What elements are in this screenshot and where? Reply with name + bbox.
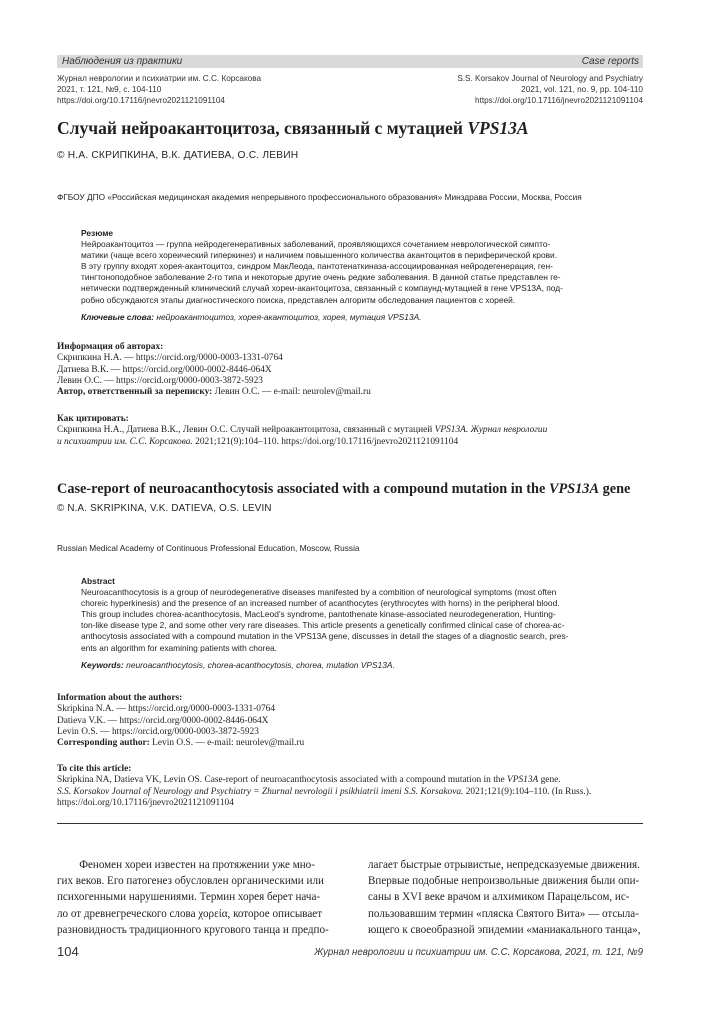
corresponding-value-en: Levin O.S. — e-mail: neurolev@mail.ru [149,738,305,749]
cite-line-ru [57,425,643,436]
body-line: лагает быстрые отрывистые, непредсказуемые движения. [368,859,640,871]
journal-meta-ru [57,73,357,106]
authors-info-heading-en: Information about the authors: [57,693,183,703]
body-column-left [57,857,332,938]
abstract-ru [81,228,601,323]
cite-ru [57,414,643,448]
cite-en-pages: 2021;121(9):104–110. (In Russ.). [463,786,592,797]
body-column-right [368,857,643,938]
abstract-heading-en: Abstract [81,576,115,586]
cite-en [57,764,643,809]
corresponding-en [57,738,643,749]
section-label-en: Case reports [581,56,639,67]
abstract-en [81,576,601,671]
affiliation-en: Russian Medical Academy of Continuous Professional Education, Moscow, Russia [57,543,360,553]
corresponding-value-ru: Левин О.С. — e-mail: neurolev@mail.ru [212,387,371,398]
author-orcid-en: Skripkina N.A. — https://orcid.org/0000-0003-1331-0764 [57,704,276,715]
body-line: Феномен хореи известен на протяжении уже мно- [57,859,315,871]
authors-ru: © Н.А. СКРИПКИНА, В.К. ДАТИЕВА, О.С. ЛЕВИН [57,150,299,161]
cite-line-en [57,787,643,798]
author-orcid-ru: Скрипкина Н.А. — https://orcid.org/0000-0003-1331-0764 [57,353,283,364]
cite-line-en [57,775,643,786]
body-line: пользовавшим термин «пляска Святого Вита» — отсыла- [368,907,639,920]
author-orcid-en: Levin O.S. — https://orcid.org/0000-0003-3872-5923 [57,726,259,737]
abstract-heading-ru: Резюме [81,228,114,238]
article-title-ru [57,117,657,139]
title-en-gene: VPS13A [548,481,599,497]
abstract-en-line: ents an algorithm for examining patients with chorea. [81,642,277,653]
title-ru-text: Случай нейроакантоцитоза, связанный с мутацией [57,118,468,138]
title-en-tail: gene [599,481,631,497]
article-title-en [57,480,657,498]
abstract-ru-line: В эту группу входят хорея-акантоцитоз, синдром МакЛеода, пантотенаткиназа-ассоциированная нейродегенерация, ген- [81,261,553,272]
section-header-bar [57,55,643,68]
title-ru-gene: VPS13A [467,118,529,138]
doi-link-ru[interactable]: https://doi.org/10.17116/jnevro2021121091104 [57,96,225,105]
footer-journal: Журнал неврологии и психиатрии им. С.С. Корсакова, 2021, т. 121, №9 [314,947,643,958]
body-line: гих веков. Его патогенез обусловлен органическими или [57,875,324,888]
journal-meta-en [343,73,643,106]
journal-name-en: S.S. Korsakov Journal of Neurology and Psychiatry [457,74,643,83]
abstract-ru-line: тингтоноподобное заболевание 2-го типа и некоторые другие очень редкие заболевания. В данной статье представлен ге- [81,272,561,283]
section-label-ru: Наблюдения из практики [62,56,183,67]
cite-line-ru [57,437,643,448]
cite-en-doi[interactable]: https://doi.org/10.17116/jnevro2021121091104 [57,797,234,808]
cite-ru-journal-cont: и психиатрии им. С.С. Корсакова. [57,436,193,447]
keywords-ru [81,312,601,323]
author-orcid-en: Datieva V.K. — https://orcid.org/0000-0002-8446-064X [57,715,269,726]
abstract-ru-line: нетически подтвержденный клинический случай хореи-акантоцитоза, связанный с компаунд-мутацией в гене VPS13A, под- [81,283,563,294]
authors-info-heading-ru: Информация об авторах: [57,342,164,352]
cite-ru-journal: VPS13A. Журнал неврологии [434,425,548,436]
authors-info-en [57,693,643,749]
author-orcid-ru: Левин О.С. — https://orcid.org/0000-0003-3872-5923 [57,375,263,386]
body-line: ющего к своеобразной эпидемии «маниакального танца», [368,923,641,936]
cite-heading-en: To cite this article: [57,764,132,774]
keywords-list-en: neuroacanthocytosis, chorea-acanthocytosis, chorea, mutation VPS13A. [123,659,395,670]
cite-ru-text: Скрипкина Н.А., Датиева В.К., Левин О.С. Случай нейроакантоцитоза, связанный с мутацией [57,425,435,436]
journal-issue-en: 2021, vol. 121, no. 9, pp. 104-110 [521,85,643,94]
corresponding-label-ru: Автор, ответственный за переписку: [57,387,213,398]
body-line: психогенными нарушениями. Термин хорея берет нача- [57,891,321,904]
abstract-en-line: ton-like disease type 2, and some other very rare diseases. This article presents a genetically confirmed clinical case of chorea-ac- [81,620,565,631]
abstract-en-line: Neuroacanthocytosis is a group of neurodegenerative diseases manifested by a combition of neurological symptoms (most often [81,587,557,598]
abstract-en-line: This group includes chorea-acanthocytosis, MacLeod’s syndrome, pantothenate kinase-associated neurodegeneration, Hunting- [81,609,556,620]
authors-info-ru [57,342,643,398]
abstract-ru-line: робно обсуждаются этапы диагностического поиска, представлен алгоритм обследования пациентов с хореей. [81,294,516,305]
body-line: саны в XVI веке врачом и алхимиком Парацельсом, ис- [368,891,630,904]
affiliation-ru: ФГБОУ ДПО «Российская медицинская академия непрерывного профессионального образования» Минздрава России, Москва, Россия [57,192,582,202]
page-number: 104 [57,944,79,959]
body-line: Впервые подобные непроизвольные движения были опи- [368,875,640,888]
doi-link-en[interactable]: https://doi.org/10.17116/jnevro2021121091104 [475,96,643,105]
cite-heading-ru: Как цитировать: [57,414,129,424]
abstract-ru-line: Нейроакантоцитоз — группа нейродегенеративных заболеваний, проявляющихся сочетанием неврологической симпто- [81,239,551,250]
cite-en-journal: S.S. Korsakov Journal of Neurology and Psychiatry = Zhurnal nevrologii i psikhiatrii imeni S.S. Korsakova. [57,786,464,797]
corresponding-label-en: Corresponding author: [57,738,150,749]
keywords-en [81,660,601,671]
keywords-label-ru: Ключевые слова: [81,311,155,322]
keywords-list-ru: нейроакантоцитоз, хорея-акантоцитоз, хорея, мутация VPS13A. [154,311,422,322]
abstract-ru-line: матики (чаще всего хореический гиперкинез) и наличием повышенного количества акантоцитов в периферической крови. [81,250,558,261]
cite-en-gene: VPS13A [507,775,539,786]
journal-issue-ru: 2021, т. 121, №9, с. 104-110 [57,85,162,94]
author-orcid-ru: Датиева В.К. — https://orcid.org/0000-0002-8446-064X [57,364,272,375]
authors-en: © N.A. SKRIPKINA, V.K. DATIEVA, O.S. LEVIN [57,503,272,514]
cite-en-text: Skripkina NA, Datieva VK, Levin OS. Case-report of neuroacanthocytosis associated with a compound mutation in the [57,775,507,786]
cite-en-tail: gene. [538,775,561,786]
section-divider [57,823,643,824]
abstract-en-line: choreic hyperkinesis) and the presence of an increased number of acanthocytes (erythrocytes with horns) in the peripheral blood. [81,598,560,609]
corresponding-ru [57,387,643,398]
journal-name-ru: Журнал неврологии и психиатрии им. С.С. Корсакова [57,74,262,83]
cite-ru-doi: 2021;121(9):104–110. https://doi.org/10.17116/jnevro2021121091104 [192,436,459,447]
body-line: разновидность традиционного кругового танца и предпо- [57,923,329,936]
keywords-label-en: Keywords: [81,659,124,670]
body-line: ло от древнегреческого слова χορεία, которое описывает [57,907,323,920]
abstract-en-line: anthocytosis associated with a compound mutation in the VPS13A gene, discusses in detail the stages of a diagnostic search, pres- [81,631,569,642]
title-en-text: Case-report of neuroacanthocytosis associated with a compound mutation in the [57,481,549,497]
